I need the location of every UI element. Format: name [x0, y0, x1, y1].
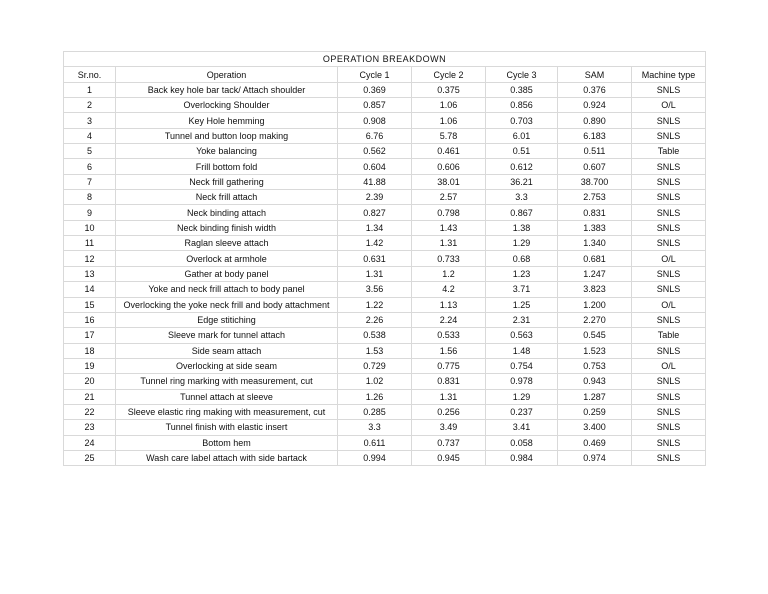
sam-cell: 1.340	[558, 236, 632, 251]
table-row	[64, 328, 706, 343]
table-body	[64, 82, 706, 466]
sam-cell: 1.383	[558, 220, 632, 235]
table-row	[64, 343, 706, 358]
table-row	[64, 282, 706, 297]
sam-cell: 0.545	[558, 328, 632, 343]
cycle-3-cell: 0.51	[486, 144, 558, 159]
operation-cell: Frill bottom fold	[116, 159, 338, 174]
sam-cell: 1.523	[558, 343, 632, 358]
cycle-2-cell: 3.49	[412, 420, 486, 435]
sam-cell: 0.511	[558, 144, 632, 159]
cycle-2-cell: 0.945	[412, 450, 486, 465]
table-row	[64, 297, 706, 312]
sam-cell: 1.200	[558, 297, 632, 312]
operation-cell: Overlocking at side seam	[116, 358, 338, 373]
machine-type-cell: SNLS	[632, 420, 706, 435]
machine-type-cell: SNLS	[632, 220, 706, 235]
table-row	[64, 358, 706, 373]
cycle-1-cell: 0.604	[338, 159, 412, 174]
sam-cell: 0.924	[558, 98, 632, 113]
cycle-1-cell: 0.827	[338, 205, 412, 220]
sam-cell: 0.890	[558, 113, 632, 128]
cycle-3-cell: 1.38	[486, 220, 558, 235]
operation-cell: Gather at body panel	[116, 266, 338, 281]
cycle-2-cell: 0.533	[412, 328, 486, 343]
operation-cell: Key Hole hemming	[116, 113, 338, 128]
sam-cell: 0.469	[558, 435, 632, 450]
sam-cell: 0.259	[558, 404, 632, 419]
cycle-2-cell: 0.375	[412, 82, 486, 97]
operation-cell: Tunnel ring marking with measurement, cut	[116, 374, 338, 389]
cycle-1-cell: 1.42	[338, 236, 412, 251]
table-row	[64, 205, 706, 220]
operation-breakdown-sheet	[63, 51, 705, 466]
cycle-1-cell: 1.02	[338, 374, 412, 389]
machine-type-cell: SNLS	[632, 159, 706, 174]
sam-cell: 38.700	[558, 174, 632, 189]
table-row	[64, 144, 706, 159]
table-row	[64, 251, 706, 266]
cycle-1-cell: 2.39	[338, 190, 412, 205]
srno-cell: 17	[64, 328, 116, 343]
machine-type-cell: SNLS	[632, 450, 706, 465]
cycle-1-cell: 0.369	[338, 82, 412, 97]
srno-cell: 6	[64, 159, 116, 174]
cycle-1-cell: 1.22	[338, 297, 412, 312]
cycle-2-cell: 1.43	[412, 220, 486, 235]
cycle-2-cell: 0.831	[412, 374, 486, 389]
cycle-3-cell: 0.058	[486, 435, 558, 450]
sam-cell: 1.287	[558, 389, 632, 404]
cycle-2-cell: 5.78	[412, 128, 486, 143]
operation-cell: Side seam attach	[116, 343, 338, 358]
machine-type-cell: SNLS	[632, 205, 706, 220]
cycle-3-cell: 1.23	[486, 266, 558, 281]
cycle-1-cell: 0.538	[338, 328, 412, 343]
cycle-3-cell: 0.856	[486, 98, 558, 113]
column-header-cycle-1: Cycle 1	[338, 67, 412, 82]
cycle-2-cell: 4.2	[412, 282, 486, 297]
operation-cell: Neck binding finish width	[116, 220, 338, 235]
srno-cell: 9	[64, 205, 116, 220]
cycle-3-cell: 3.3	[486, 190, 558, 205]
column-header-srno: Sr.no.	[64, 67, 116, 82]
cycle-3-cell: 6.01	[486, 128, 558, 143]
column-header-operation: Operation	[116, 67, 338, 82]
table-title: OPERATION BREAKDOWN	[64, 52, 706, 67]
table-row	[64, 98, 706, 113]
srno-cell: 21	[64, 389, 116, 404]
srno-cell: 4	[64, 128, 116, 143]
sam-cell: 3.823	[558, 282, 632, 297]
machine-type-cell: SNLS	[632, 389, 706, 404]
column-header-cycle-3: Cycle 3	[486, 67, 558, 82]
cycle-2-cell: 38.01	[412, 174, 486, 189]
operation-cell: Wash care label attach with side bartack	[116, 450, 338, 465]
cycle-1-cell: 0.994	[338, 450, 412, 465]
operation-cell: Raglan sleeve attach	[116, 236, 338, 251]
table-row	[64, 450, 706, 465]
sam-cell: 0.831	[558, 205, 632, 220]
srno-cell: 8	[64, 190, 116, 205]
machine-type-cell: SNLS	[632, 312, 706, 327]
title-row	[64, 52, 706, 67]
srno-cell: 2	[64, 98, 116, 113]
cycle-1-cell: 6.76	[338, 128, 412, 143]
machine-type-cell: SNLS	[632, 404, 706, 419]
cycle-1-cell: 2.26	[338, 312, 412, 327]
cycle-3-cell: 1.29	[486, 389, 558, 404]
machine-type-cell: SNLS	[632, 128, 706, 143]
cycle-3-cell: 0.612	[486, 159, 558, 174]
cycle-3-cell: 1.48	[486, 343, 558, 358]
srno-cell: 24	[64, 435, 116, 450]
operation-cell: Neck frill attach	[116, 190, 338, 205]
sam-cell: 2.753	[558, 190, 632, 205]
cycle-1-cell: 3.3	[338, 420, 412, 435]
srno-cell: 16	[64, 312, 116, 327]
cycle-2-cell: 1.13	[412, 297, 486, 312]
cycle-2-cell: 0.798	[412, 205, 486, 220]
machine-type-cell: Table	[632, 328, 706, 343]
cycle-1-cell: 0.729	[338, 358, 412, 373]
srno-cell: 20	[64, 374, 116, 389]
table-row	[64, 266, 706, 281]
cycle-2-cell: 1.56	[412, 343, 486, 358]
srno-cell: 5	[64, 144, 116, 159]
srno-cell: 19	[64, 358, 116, 373]
cycle-3-cell: 0.978	[486, 374, 558, 389]
cycle-2-cell: 1.06	[412, 98, 486, 113]
column-header-cycle-2: Cycle 2	[412, 67, 486, 82]
operation-cell: Neck frill gathering	[116, 174, 338, 189]
operation-cell: Overlocking Shoulder	[116, 98, 338, 113]
table-row	[64, 128, 706, 143]
cycle-2-cell: 0.737	[412, 435, 486, 450]
table-row	[64, 190, 706, 205]
machine-type-cell: SNLS	[632, 190, 706, 205]
header-row	[64, 67, 706, 82]
operation-breakdown-table	[63, 51, 706, 466]
sam-cell: 1.247	[558, 266, 632, 281]
machine-type-cell: O/L	[632, 251, 706, 266]
sam-cell: 0.607	[558, 159, 632, 174]
cycle-2-cell: 1.2	[412, 266, 486, 281]
machine-type-cell: SNLS	[632, 113, 706, 128]
srno-cell: 12	[64, 251, 116, 266]
srno-cell: 18	[64, 343, 116, 358]
cycle-1-cell: 3.56	[338, 282, 412, 297]
srno-cell: 15	[64, 297, 116, 312]
table-row	[64, 420, 706, 435]
sam-cell: 6.183	[558, 128, 632, 143]
cycle-3-cell: 3.71	[486, 282, 558, 297]
cycle-2-cell: 0.733	[412, 251, 486, 266]
machine-type-cell: Table	[632, 144, 706, 159]
machine-type-cell: SNLS	[632, 435, 706, 450]
machine-type-cell: SNLS	[632, 343, 706, 358]
column-header-machine-type: Machine type	[632, 67, 706, 82]
sam-cell: 0.943	[558, 374, 632, 389]
cycle-2-cell: 1.06	[412, 113, 486, 128]
cycle-1-cell: 0.908	[338, 113, 412, 128]
cycle-3-cell: 1.25	[486, 297, 558, 312]
table-row	[64, 159, 706, 174]
operation-cell: Neck binding attach	[116, 205, 338, 220]
cycle-3-cell: 0.237	[486, 404, 558, 419]
machine-type-cell: SNLS	[632, 282, 706, 297]
cycle-3-cell: 0.754	[486, 358, 558, 373]
machine-type-cell: SNLS	[632, 236, 706, 251]
operation-cell: Tunnel finish with elastic insert	[116, 420, 338, 435]
cycle-3-cell: 3.41	[486, 420, 558, 435]
sam-cell: 0.753	[558, 358, 632, 373]
cycle-3-cell: 0.563	[486, 328, 558, 343]
cycle-3-cell: 36.21	[486, 174, 558, 189]
sam-cell: 0.974	[558, 450, 632, 465]
table-row	[64, 435, 706, 450]
srno-cell: 3	[64, 113, 116, 128]
machine-type-cell: SNLS	[632, 174, 706, 189]
column-header-sam: SAM	[558, 67, 632, 82]
table-row	[64, 236, 706, 251]
sam-cell: 3.400	[558, 420, 632, 435]
cycle-1-cell: 1.26	[338, 389, 412, 404]
cycle-2-cell: 2.24	[412, 312, 486, 327]
srno-cell: 1	[64, 82, 116, 97]
cycle-1-cell: 0.562	[338, 144, 412, 159]
cycle-2-cell: 1.31	[412, 236, 486, 251]
sam-cell: 2.270	[558, 312, 632, 327]
cycle-1-cell: 0.285	[338, 404, 412, 419]
operation-cell: Back key hole bar tack/ Attach shoulder	[116, 82, 338, 97]
cycle-3-cell: 0.703	[486, 113, 558, 128]
operation-cell: Yoke balancing	[116, 144, 338, 159]
cycle-1-cell: 1.31	[338, 266, 412, 281]
srno-cell: 10	[64, 220, 116, 235]
srno-cell: 25	[64, 450, 116, 465]
operation-cell: Bottom hem	[116, 435, 338, 450]
cycle-2-cell: 0.461	[412, 144, 486, 159]
cycle-2-cell: 0.775	[412, 358, 486, 373]
machine-type-cell: SNLS	[632, 374, 706, 389]
operation-cell: Tunnel attach at sleeve	[116, 389, 338, 404]
cycle-2-cell: 0.256	[412, 404, 486, 419]
machine-type-cell: SNLS	[632, 266, 706, 281]
cycle-3-cell: 0.867	[486, 205, 558, 220]
srno-cell: 13	[64, 266, 116, 281]
cycle-1-cell: 0.857	[338, 98, 412, 113]
table-row	[64, 374, 706, 389]
cycle-1-cell: 41.88	[338, 174, 412, 189]
machine-type-cell: SNLS	[632, 82, 706, 97]
operation-cell: Sleeve elastic ring making with measurement, cut	[116, 404, 338, 419]
sam-cell: 0.376	[558, 82, 632, 97]
srno-cell: 11	[64, 236, 116, 251]
srno-cell: 14	[64, 282, 116, 297]
cycle-2-cell: 0.606	[412, 159, 486, 174]
operation-cell: Sleeve mark for tunnel attach	[116, 328, 338, 343]
table-row	[64, 389, 706, 404]
cycle-1-cell: 1.34	[338, 220, 412, 235]
cycle-3-cell: 2.31	[486, 312, 558, 327]
machine-type-cell: O/L	[632, 358, 706, 373]
cycle-1-cell: 1.53	[338, 343, 412, 358]
table-row	[64, 113, 706, 128]
operation-cell: Tunnel and button loop making	[116, 128, 338, 143]
table-row	[64, 404, 706, 419]
machine-type-cell: O/L	[632, 98, 706, 113]
cycle-3-cell: 0.385	[486, 82, 558, 97]
table-row	[64, 174, 706, 189]
cycle-1-cell: 0.611	[338, 435, 412, 450]
table-row	[64, 82, 706, 97]
cycle-2-cell: 1.31	[412, 389, 486, 404]
cycle-3-cell: 0.68	[486, 251, 558, 266]
table-row	[64, 220, 706, 235]
cycle-3-cell: 0.984	[486, 450, 558, 465]
cycle-1-cell: 0.631	[338, 251, 412, 266]
operation-cell: Overlocking the yoke neck frill and body attachment	[116, 297, 338, 312]
operation-cell: Overlock at armhole	[116, 251, 338, 266]
srno-cell: 7	[64, 174, 116, 189]
machine-type-cell: O/L	[632, 297, 706, 312]
operation-cell: Yoke and neck frill attach to body panel	[116, 282, 338, 297]
operation-cell: Edge stitiching	[116, 312, 338, 327]
cycle-2-cell: 2.57	[412, 190, 486, 205]
srno-cell: 23	[64, 420, 116, 435]
cycle-3-cell: 1.29	[486, 236, 558, 251]
srno-cell: 22	[64, 404, 116, 419]
sam-cell: 0.681	[558, 251, 632, 266]
table-row	[64, 312, 706, 327]
